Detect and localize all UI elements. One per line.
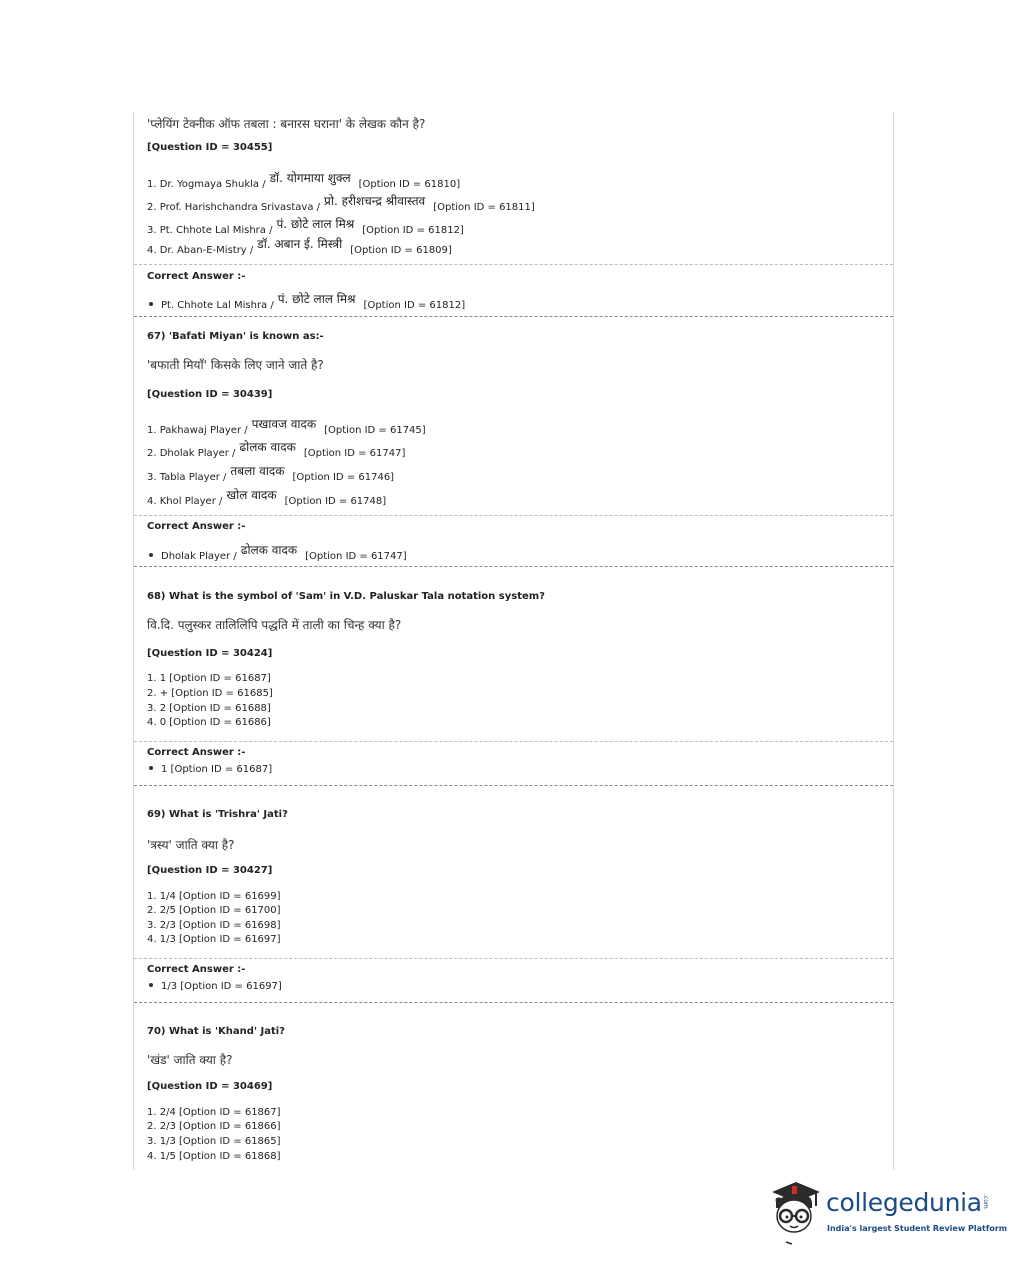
question-paper-page [133, 112, 894, 1170]
q69-question-id: [Question ID = 30427] [147, 865, 273, 876]
q67-question-id: [Question ID = 30439] [147, 389, 273, 400]
option-english: 2. Dholak Player / [147, 448, 236, 459]
divider [134, 741, 893, 742]
answer-text: 1 [Option ID = 61687] [161, 764, 273, 775]
divider [134, 958, 893, 959]
question-separator [134, 316, 893, 317]
q69-option-3: 3. 2/3 [Option ID = 61698] [147, 920, 281, 931]
answer-option-id: [Option ID = 61747] [305, 551, 407, 562]
option-hindi: पं. छोटे लाल मिश्र [276, 217, 355, 231]
q66-option-4 [147, 237, 452, 257]
q69-option-2: 2. 2/5 [Option ID = 61700] [147, 905, 281, 916]
q68-hindi-text: वि.दि. पलुस्कर तालिलिपि पद्धति में ताली का चिन्ह क्या है? [147, 618, 402, 632]
q68-title: 68) What is the symbol of 'Sam' in V.D. Paluskar Tala notation system? [147, 591, 545, 602]
logo-wordmark: collegedunia [826, 1188, 982, 1217]
q68-correct-answer-label: Correct Answer :- [147, 747, 246, 758]
q68-option-4: 4. 0 [Option ID = 61686] [147, 717, 271, 728]
q66-question-id: [Question ID = 30455] [147, 142, 273, 153]
q70-hindi-text: 'खंड' जाति क्या है? [147, 1053, 233, 1067]
q67-title: 67) 'Bafati Miyan' is known as:- [147, 331, 324, 342]
graduate-mascot-icon [766, 1178, 824, 1248]
bullet-icon [149, 983, 153, 987]
q68-option-2: 2. + [Option ID = 61685] [147, 688, 273, 699]
option-hindi: ढोलक वादक [239, 440, 296, 454]
question-separator [134, 1002, 893, 1003]
option-hindi: प्रो. हरीशचन्द्र श्रीवास्तव [324, 194, 426, 208]
option-english: 3. Tabla Player / [147, 472, 227, 483]
q68-option-3: 3. 2 [Option ID = 61688] [147, 703, 271, 714]
q67-correct-answer [147, 543, 407, 563]
q69-hindi-text: 'त्रस्य' जाति क्या है? [147, 838, 235, 852]
option-english: 3. Pt. Chhote Lal Mishra / [147, 225, 273, 236]
option-hindi: खोल वादक [226, 488, 277, 502]
q67-hindi-text: 'बफाती मियाँ' किसके लिए जाने जाते है? [147, 358, 324, 372]
logo-tagline: India's largest Student Review Platform [827, 1224, 1008, 1233]
option-english: 1. Dr. Yogmaya Shukla / [147, 179, 266, 190]
option-id: [Option ID = 61745] [324, 425, 426, 436]
q70-option-2: 2. 2/3 [Option ID = 61866] [147, 1121, 281, 1132]
answer-hindi: ढोलक वादक [240, 543, 298, 557]
q70-question-id: [Question ID = 30469] [147, 1081, 273, 1092]
answer-option-id: [Option ID = 61812] [363, 300, 466, 311]
bullet-icon [149, 302, 153, 306]
q67-option-1 [147, 417, 426, 437]
q69-correct-answer [147, 981, 282, 992]
collegedunia-logo [766, 1178, 1008, 1248]
q69-option-1: 1. 1/4 [Option ID = 61699] [147, 891, 281, 902]
q67-option-2 [147, 440, 406, 460]
option-hindi: डॉ. योगमाया शुक्ल [269, 171, 351, 185]
option-hindi: डॉ. अबान ई. मिस्त्री [257, 237, 343, 251]
option-english: 4. Khol Player / [147, 496, 223, 507]
q66-option-2 [147, 194, 535, 214]
option-english: 1. Pakhawaj Player / [147, 425, 248, 436]
answer-hindi: पं. छोटे लाल मिश्र [277, 292, 356, 306]
q67-option-3 [147, 464, 395, 484]
q66-hindi-text: 'प्लेयिंग टेक्नीक ऑफ तबला : बनारस घराना' के लेखक कौन है? [147, 117, 426, 131]
q70-title: 70) What is 'Khand' Jati? [147, 1026, 285, 1037]
q68-option-1: 1. 1 [Option ID = 61687] [147, 673, 271, 684]
option-id: [Option ID = 61746] [292, 472, 395, 483]
q68-question-id: [Question ID = 30424] [147, 648, 273, 659]
option-english: 4. Dr. Aban-E-Mistry / [147, 245, 254, 256]
q70-option-4: 4. 1/5 [Option ID = 61868] [147, 1151, 281, 1162]
answer-english: Pt. Chhote Lal Mishra / [161, 300, 274, 311]
q66-correct-answer [147, 292, 466, 312]
option-id: [Option ID = 61811] [433, 202, 535, 213]
q69-title: 69) What is 'Trishra' Jati? [147, 809, 288, 820]
q70-option-1: 1. 2/4 [Option ID = 61867] [147, 1107, 281, 1118]
option-id: [Option ID = 61812] [362, 225, 464, 236]
question-separator [134, 785, 893, 786]
bullet-icon [149, 553, 153, 557]
option-id: [Option ID = 61747] [303, 448, 406, 459]
option-hindi: तबला वादक [230, 464, 285, 478]
option-english: 2. Prof. Harishchandra Srivastava / [147, 202, 321, 213]
divider [134, 264, 893, 265]
q67-option-4 [147, 488, 387, 508]
q70-option-3: 3. 1/3 [Option ID = 61865] [147, 1136, 281, 1147]
q66-correct-answer-label: Correct Answer :- [147, 271, 246, 282]
option-id: [Option ID = 61809] [350, 245, 452, 256]
option-hindi: पखावज वादक [251, 417, 317, 431]
q69-correct-answer-label: Correct Answer :- [147, 964, 246, 975]
answer-text: 1/3 [Option ID = 61697] [161, 981, 282, 992]
logo-domain-suffix: .com [982, 1194, 989, 1209]
option-id: [Option ID = 61810] [358, 179, 461, 190]
answer-english: Dholak Player / [161, 551, 237, 562]
q69-option-4: 4. 1/3 [Option ID = 61697] [147, 934, 281, 945]
q68-correct-answer [147, 764, 272, 775]
bullet-icon [149, 766, 153, 770]
divider [134, 515, 893, 516]
q66-option-3 [147, 217, 464, 237]
q67-correct-answer-label: Correct Answer :- [147, 521, 246, 532]
q66-option-1 [147, 171, 461, 191]
question-separator [134, 566, 893, 567]
option-id: [Option ID = 61748] [284, 496, 387, 507]
